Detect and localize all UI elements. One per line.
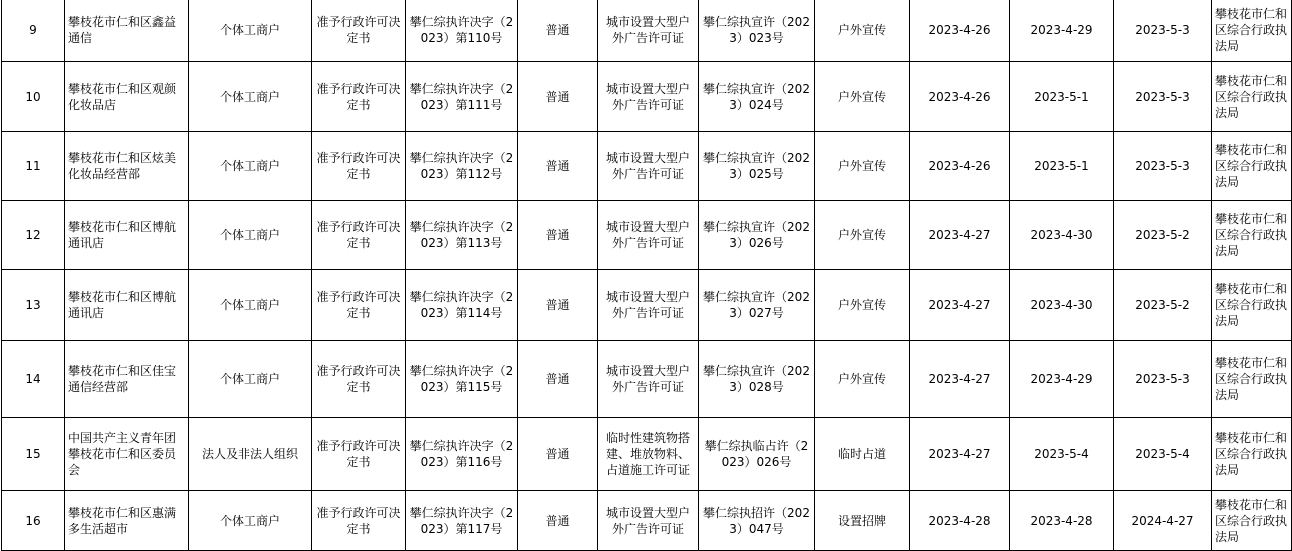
- decision-date-cell: 2023-4-27: [910, 201, 1010, 270]
- permit-content-cell: 户外宣传: [815, 201, 910, 270]
- license-name-cell: 城市设置大型户外广告许可证: [598, 0, 699, 62]
- table-row: [2, 0, 1292, 62]
- issuing-organization-cell: 攀枝花市仁和区综合行政执法局: [1212, 0, 1292, 62]
- license-name-cell: 城市设置大型户外广告许可证: [598, 341, 699, 418]
- table-row: [2, 491, 1292, 551]
- valid-from-date-cell: 2023-4-30: [1010, 201, 1114, 270]
- document-type-cell: 准予行政许可决定书: [312, 270, 406, 341]
- valid-to-date-cell: 2023-5-4: [1114, 418, 1212, 491]
- category-cell: 普通: [518, 491, 598, 551]
- valid-from-date-cell: 2023-4-29: [1010, 341, 1114, 418]
- valid-to-date-cell: 2023-5-3: [1114, 341, 1212, 418]
- decision-code-cell: 攀仁综执许决字（2023）第114号: [406, 270, 518, 341]
- document-type-cell: 准予行政许可决定书: [312, 132, 406, 201]
- entity-name-cell: 攀枝花市仁和区观颜化妆品店: [65, 62, 189, 132]
- permit-content-cell: 临时占道: [815, 418, 910, 491]
- decision-date-cell: 2023-4-26: [910, 132, 1010, 201]
- table-row: [2, 62, 1292, 132]
- table-row: [2, 341, 1292, 418]
- entity-type-cell: 个体工商户: [189, 132, 312, 201]
- permit-content-cell: 户外宣传: [815, 270, 910, 341]
- issuing-organization-cell: 攀枝花市仁和区综合行政执法局: [1212, 491, 1292, 551]
- row-number-cell: 13: [2, 270, 65, 341]
- category-cell: 普通: [518, 132, 598, 201]
- decision-date-cell: 2023-4-27: [910, 341, 1010, 418]
- valid-to-date-cell: 2023-5-3: [1114, 0, 1212, 62]
- license-number-cell: 攀仁综执宣许（2023）025号: [699, 132, 815, 201]
- document-type-cell: 准予行政许可决定书: [312, 418, 406, 491]
- entity-type-cell: 法人及非法人组织: [189, 418, 312, 491]
- entity-type-cell: 个体工商户: [189, 62, 312, 132]
- valid-to-date-cell: 2023-5-2: [1114, 201, 1212, 270]
- decision-code-cell: 攀仁综执许决字（2023）第110号: [406, 0, 518, 62]
- category-cell: 普通: [518, 201, 598, 270]
- decision-date-cell: 2023-4-26: [910, 62, 1010, 132]
- entity-name-cell: 中国共产主义青年团攀枝花市仁和区委员会: [65, 418, 189, 491]
- valid-from-date-cell: 2023-5-1: [1010, 132, 1114, 201]
- license-number-cell: 攀仁综执临占许（2023）026号: [699, 418, 815, 491]
- document-type-cell: 准予行政许可决定书: [312, 341, 406, 418]
- license-number-cell: 攀仁综执宣许（2023）027号: [699, 270, 815, 341]
- valid-to-date-cell: 2023-5-3: [1114, 62, 1212, 132]
- category-cell: 普通: [518, 0, 598, 62]
- entity-type-cell: 个体工商户: [189, 491, 312, 551]
- decision-code-cell: 攀仁综执许决字（2023）第113号: [406, 201, 518, 270]
- valid-from-date-cell: 2023-4-30: [1010, 270, 1114, 341]
- row-number-cell: 10: [2, 62, 65, 132]
- entity-name-cell: 攀枝花市仁和区惠满多生活超市: [65, 491, 189, 551]
- valid-to-date-cell: 2023-5-3: [1114, 132, 1212, 201]
- category-cell: 普通: [518, 341, 598, 418]
- document-type-cell: 准予行政许可决定书: [312, 0, 406, 62]
- entity-name-cell: 攀枝花市仁和区佳宝通信经营部: [65, 341, 189, 418]
- valid-from-date-cell: 2023-5-1: [1010, 62, 1114, 132]
- permit-content-cell: 户外宣传: [815, 341, 910, 418]
- license-name-cell: 城市设置大型户外广告许可证: [598, 62, 699, 132]
- license-name-cell: 城市设置大型户外广告许可证: [598, 132, 699, 201]
- category-cell: 普通: [518, 418, 598, 491]
- category-cell: 普通: [518, 62, 598, 132]
- entity-name-cell: 攀枝花市仁和区博航通讯店: [65, 270, 189, 341]
- decision-date-cell: 2023-4-27: [910, 418, 1010, 491]
- valid-from-date-cell: 2023-4-29: [1010, 0, 1114, 62]
- issuing-organization-cell: 攀枝花市仁和区综合行政执法局: [1212, 62, 1292, 132]
- issuing-organization-cell: 攀枝花市仁和区综合行政执法局: [1212, 341, 1292, 418]
- decision-code-cell: 攀仁综执许决字（2023）第115号: [406, 341, 518, 418]
- entity-type-cell: 个体工商户: [189, 270, 312, 341]
- decision-code-cell: 攀仁综执许决字（2023）第117号: [406, 491, 518, 551]
- entity-type-cell: 个体工商户: [189, 341, 312, 418]
- issuing-organization-cell: 攀枝花市仁和区综合行政执法局: [1212, 132, 1292, 201]
- permit-content-cell: 户外宣传: [815, 0, 910, 62]
- table-row: [2, 270, 1292, 341]
- issuing-organization-cell: 攀枝花市仁和区综合行政执法局: [1212, 418, 1292, 491]
- table-body: [2, 0, 1292, 551]
- permit-table: [1, 0, 1292, 551]
- table-row: [2, 418, 1292, 491]
- valid-to-date-cell: 2024-4-27: [1114, 491, 1212, 551]
- entity-name-cell: 攀枝花市仁和区博航通讯店: [65, 201, 189, 270]
- decision-code-cell: 攀仁综执许决字（2023）第111号: [406, 62, 518, 132]
- valid-to-date-cell: 2023-5-2: [1114, 270, 1212, 341]
- row-number-cell: 12: [2, 201, 65, 270]
- category-cell: 普通: [518, 270, 598, 341]
- permit-content-cell: 设置招牌: [815, 491, 910, 551]
- row-number-cell: 11: [2, 132, 65, 201]
- valid-from-date-cell: 2023-4-28: [1010, 491, 1114, 551]
- decision-code-cell: 攀仁综执许决字（2023）第116号: [406, 418, 518, 491]
- entity-name-cell: 攀枝花市仁和区炫美化妆品经营部: [65, 132, 189, 201]
- decision-date-cell: 2023-4-28: [910, 491, 1010, 551]
- document-type-cell: 准予行政许可决定书: [312, 491, 406, 551]
- permit-content-cell: 户外宣传: [815, 132, 910, 201]
- issuing-organization-cell: 攀枝花市仁和区综合行政执法局: [1212, 201, 1292, 270]
- row-number-cell: 15: [2, 418, 65, 491]
- license-name-cell: 城市设置大型户外广告许可证: [598, 491, 699, 551]
- license-number-cell: 攀仁综执宣许（2023）026号: [699, 201, 815, 270]
- decision-date-cell: 2023-4-26: [910, 0, 1010, 62]
- row-number-cell: 9: [2, 0, 65, 62]
- license-name-cell: 城市设置大型户外广告许可证: [598, 201, 699, 270]
- license-number-cell: 攀仁综执宣许（2023）023号: [699, 0, 815, 62]
- row-number-cell: 16: [2, 491, 65, 551]
- table-row: [2, 201, 1292, 270]
- permit-content-cell: 户外宣传: [815, 62, 910, 132]
- entity-type-cell: 个体工商户: [189, 0, 312, 62]
- table-row: [2, 132, 1292, 201]
- license-number-cell: 攀仁综执招许（2023）047号: [699, 491, 815, 551]
- document-type-cell: 准予行政许可决定书: [312, 62, 406, 132]
- license-name-cell: 临时性建筑物搭建、堆放物料、占道施工许可证: [598, 418, 699, 491]
- document-type-cell: 准予行政许可决定书: [312, 201, 406, 270]
- decision-code-cell: 攀仁综执许决字（2023）第112号: [406, 132, 518, 201]
- issuing-organization-cell: 攀枝花市仁和区综合行政执法局: [1212, 270, 1292, 341]
- valid-from-date-cell: 2023-5-4: [1010, 418, 1114, 491]
- license-number-cell: 攀仁综执宣许（2023）024号: [699, 62, 815, 132]
- entity-type-cell: 个体工商户: [189, 201, 312, 270]
- decision-date-cell: 2023-4-27: [910, 270, 1010, 341]
- license-name-cell: 城市设置大型户外广告许可证: [598, 270, 699, 341]
- entity-name-cell: 攀枝花市仁和区鑫益通信: [65, 0, 189, 62]
- row-number-cell: 14: [2, 341, 65, 418]
- license-number-cell: 攀仁综执宣许（2023）028号: [699, 341, 815, 418]
